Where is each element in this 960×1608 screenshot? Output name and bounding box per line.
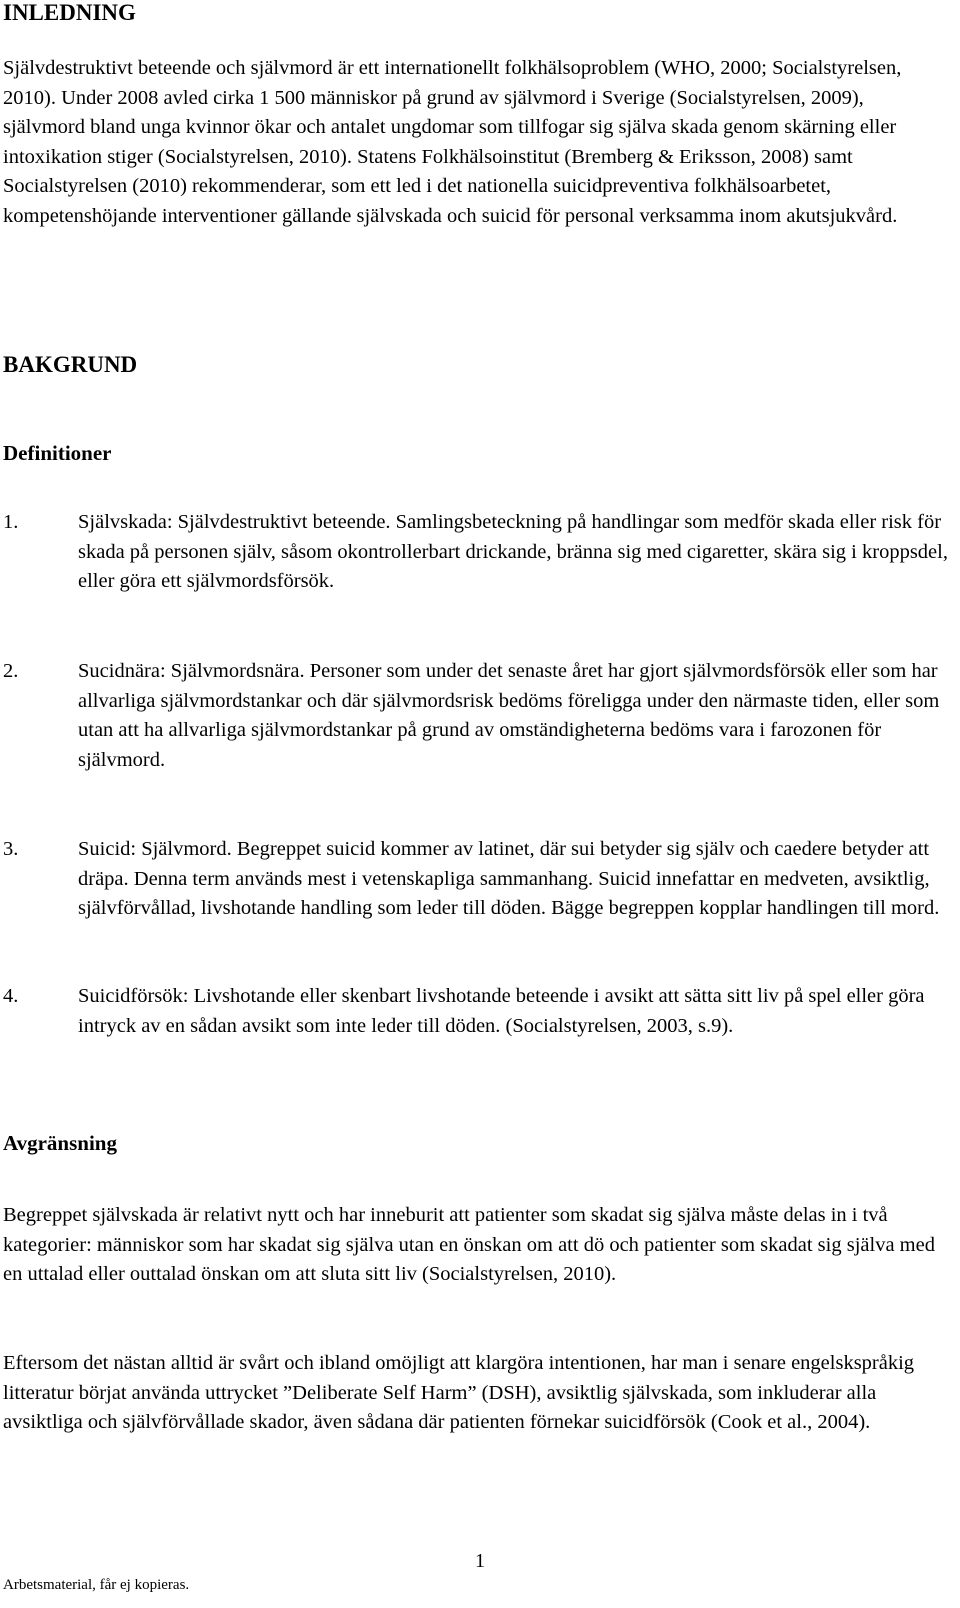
definition-number: 3.: [3, 838, 19, 860]
heading-avgransning: Avgränsning: [3, 1131, 117, 1155]
paragraph-intro: Självdestruktivt beteende och självmord är ett internationellt folkhälsoproblem (WHO, 2000; Socialstyrelsen, 2010). Under 2008 avled cirka 1 500 människor på grund av självmord i Sverige (Socialstyrelsen, 2009), självmord bland unga kvinnor ökar och antalet ungdomar som tillfogar sig själva skada genom skärning eller intoxikation stiger (Socialstyrelsen, 2010). Statens Folkhälsoinstitut (Bremberg & Eriksson, 2008) samt Socialstyrelsen (2010) rekommenderar, som ett led i det nationella suicidpreventiva folkhälsoarbetet, kompetenshöjande interventioner gällande självskada och suicid för personal verksamma inom akutsjukvård.: [3, 57, 902, 227]
definition-number: 4.: [3, 985, 19, 1007]
definition-item: [3, 508, 948, 597]
definition-text: Suicid: Självmord. Begreppet suicid kommer av latinet, där sui betyder sig själv och caedere betyder att dräpa. Denna term används mest i vetenskapliga sammanhang. Suicid innefattar en medveten, avsiktlig, självförvållad, livshotande handling som leder till döden. Bägge begreppen kopplar handlingen till mord.: [78, 838, 940, 920]
definition-number: 2.: [3, 660, 19, 682]
heading-definitioner: Definitioner: [3, 441, 112, 465]
definition-item: [3, 835, 948, 924]
definition-item: [3, 657, 948, 775]
definition-item: [3, 982, 948, 1041]
paragraph-avgransning-2: Eftersom det nästan alltid är svårt och ibland omöjligt att klargöra intentionen, har man i senare engelskspråkig litteratur börjat använda uttrycket ”Deliberate Self Harm” (DSH), avsiktlig självskada, som inkluderar alla avsiktliga och självförvållade skador, även sådana där patienten förnekar suicidförsök (Cook et al., 2004).: [3, 1352, 915, 1434]
definition-text: Sucidnära: Självmordsnära. Personer som under det senaste året har gjort självmordsförsök eller som har allvarliga självmordstankar och där självmordsrisk bedöms föreligga under den närmaste tiden, eller som utan att ha allvarliga självmordstankar på grund av omständigheterna bedöms vara i farozonen för självmord.: [78, 660, 940, 771]
paragraph-avgransning-1: Begreppet självskada är relativt nytt och har inneburit att patienter som skadat sig själva måste delas in i två kategorier: människor som har skadat sig själva utan en önskan om att dö och patienter som skadat sig själva med en uttalad eller outtalad önskan om att sluta sitt liv (Socialstyrelsen, 2010).: [3, 1204, 935, 1286]
footer-note: Arbetsmaterial, får ej kopieras.: [3, 1577, 190, 1593]
definition-text: Självskada: Självdestruktivt beteende. Samlingsbeteckning på handlingar som medför skada eller risk för skada på personen själv, såsom okontrollerbart drickande, bränna sig med cigaretter, skära sig i kroppsdel, eller göra ett självmordsförsök.: [78, 511, 948, 593]
heading-bakgrund: BAKGRUND: [3, 352, 138, 377]
definition-number: 1.: [3, 511, 19, 533]
heading-inledning: INLEDNING: [3, 0, 136, 25]
definition-text: Suicidförsök: Livshotande eller skenbart livshotande beteende i avsikt att sätta sitt liv på spel eller göra intryck av en sådan avsikt som inte leder till döden. (Socialstyrelsen, 2003, s.9).: [78, 985, 925, 1037]
page-number: 1: [475, 1550, 485, 1572]
